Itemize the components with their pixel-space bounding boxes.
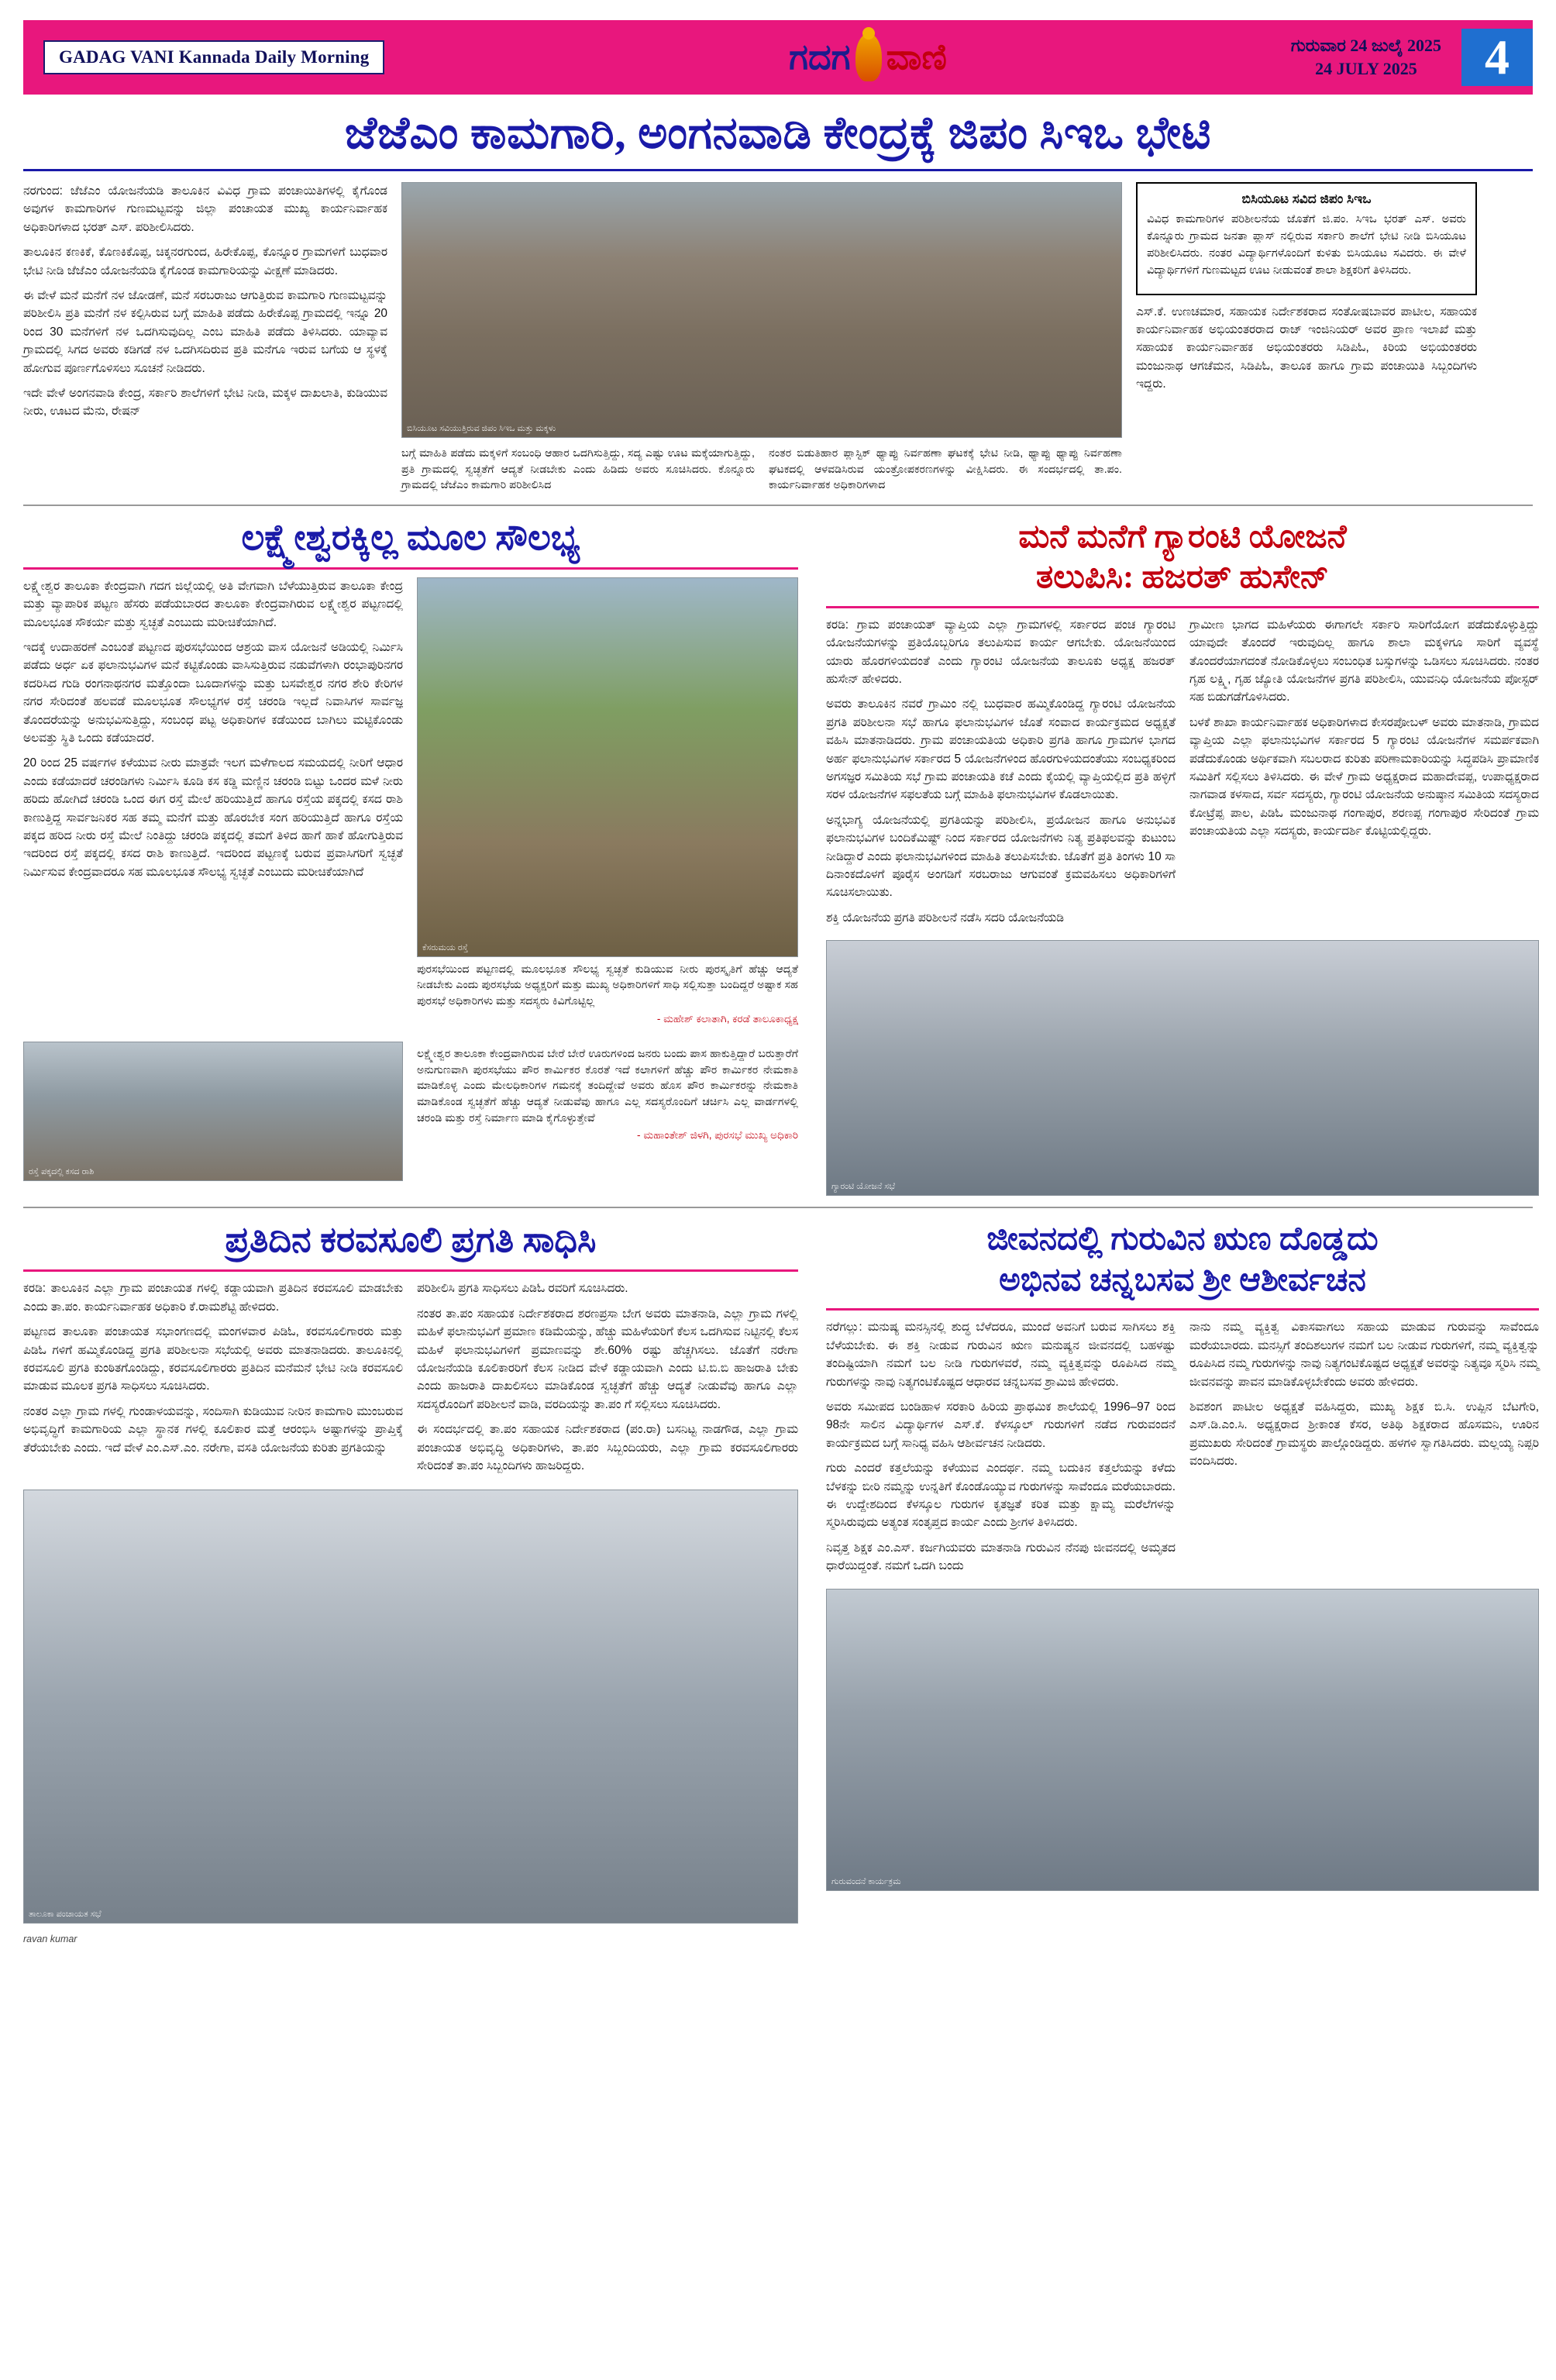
date-kannada: ಗುರುವಾರ 24 ಜುಲೈ 2025 — [1290, 36, 1441, 56]
lead-caption-b: ನಂತರ ಬಿಡುತಿಹಾರ ಪ್ಲಾಸ್ಟಿಕ್ ಥ್ಯಾಪ್ಪು ನಿರ್ವಹಣಾ ಘಟಕಕ್ಕೆ ಭೇಟಿ ನೀಡಿ, ಥ್ಯಾಪ್ಪು ಥ್ಯಾಪ್ಪು ನಿರ್ವಹಣಾ ಘಟಕದಲ್ಲಿ ಆಳವಡಿಸಿರುವ ಯಂತ್ರೋಪಕರಣಗಳನ್ನು ವೀಕ್ಷಿಸಿದರು. ಈ ಸಂದರ್ಭದಲ್ಲಿ ತಾ.ಪಂ. ಕಾರ್ಯನಿರ್ವಾಹಕ ಅಧಿಕಾರಿಗಳಾದ — [769, 447, 1122, 492]
lead-photo-label: ಬಿಸಿಯೂಟ ಸವಿಯುತ್ತಿರುವ ಜಿಪಂ ಸಿಇಒ ಮತ್ತು ಮಕ್ಕಳು — [407, 424, 556, 433]
story4-rule — [23, 1269, 798, 1272]
story4-headline: ಪ್ರತಿದಿನ ಕರವಸೂಲಿ ಪ್ರಗತಿ ಸಾಧಿಸಿ — [225, 1220, 597, 1260]
section-divider-2 — [23, 1207, 1533, 1208]
story3-rule — [826, 606, 1539, 608]
story5-rule — [826, 1308, 1539, 1311]
tp-meeting-photo-label: ತಾಲೂಕಾ ಪಂಚಾಯತ ಸಭೆ — [29, 1910, 102, 1920]
story5-c1-para-4: ನಿವೃತ್ತ ಶಿಕ್ಷಕ ಎಂ.ಎಸ್. ಕರ್ಜಗಿಯವರು ಮಾತನಾಡಿ ಗುರುವಿನ ನೆನಪು ಜೀವನದಲ್ಲಿ ಅಮೃತದ ಧಾರೆಯಿದ್ದಂತೆ. ನಮಗೆ ಒದಗಿ ಬಂದು — [826, 1541, 1176, 1573]
story3-l-para-1: ಕರಡಿ: ಗ್ರಾಮ ಪಂಚಾಯತ್ ವ್ಯಾಪ್ತಿಯ ಎಲ್ಲಾ ಗ್ರಾಮಗಳಲ್ಲಿ ಸರ್ಕಾರದ ಪಂಚ ಗ್ಯಾರಂಟಿ ಯೋಜನೆಯಗಳನ್ನು ಪ್ರತಿಯೊಬ್ಬರಿಗೂ ತಲುಪಿಸುವ ಕಾರ್ಯ ಆಗಬೇಕು. ಯೋಜನೆಯಿಂದ ಯಾರು ಹೊರಗಳಿಯದಂತೆ ಎಂದು ಗ್ಯಾರಂಟಿ ಯೋಜನೆಯ ತಾಲೂಕು ಅಧ್ಯಕ್ಷ ಹಜರತ್ ಹುಸೇನ್ ಹೇಳಿದರು. — [826, 618, 1176, 686]
section-divider-1 — [23, 505, 1533, 506]
story2-photo-col — [417, 577, 798, 1035]
sidebox-title: ಬಿಸಿಯೂಟ ಸವಿದ ಜಿಪಂ ಸಿಇಒ — [1241, 191, 1372, 206]
story2-photo-caption: ಪುರಸಭೆಯಿಂದ ಪಟ್ಟಣದಲ್ಲಿ ಮೂಲಭೂತ ಸೌಲಭ್ಯ ಸ್ವಚ್ಛತೆ ಕುಡಿಯುವ ನೀರು ಪುರಸ್ಕೃತಿಗೆ ಹೆಚ್ಚು ಆದ್ಯತೆ ನೀಡಬೇಕು ಎಂದು ಪುರಸಭೆಯ ಅಧ್ಯಕ್ಷರಿಗೆ ಮತ್ತು ಮುಖ್ಯ ಅಧಿಕಾರಿಗಳಿಗೆ ಸಾಧಿ ಸಲ್ಲಿಸುತ್ತಾ ಬಂದಿದ್ದರೆ ಅಷ್ಟಾಕ ಸಹ ಪುರಸಭೆ ಅಧಿಕಾರಿಗಳು ಮತ್ತು ಸದಸ್ಯರು ಕಿವಿಗೊಟ್ಟಿಲ್ಲ — [417, 963, 798, 1007]
story5 — [826, 1219, 1539, 1954]
lead-col-3 — [1136, 182, 1477, 494]
story4 — [23, 1219, 798, 1954]
story4-c1-para-3: ನಂತರ ಎಲ್ಲಾ ಗ್ರಾಮ ಗಳಲ್ಲಿ ಗುಂಡಾಳಯವನ್ನು, ಸಂದಿಸಾಗಿ ಕುಡಿಯುವ ನೀರಿನ ಕಾಮಗಾರಿ ಮುಂಬರುವ ಅಭಿವೃದ್ಧಿಗೆ ಕಾಮಗಾರಿಯ ಎಲ್ಲಾ ಸ್ಥಾನಕ ಗಳಲ್ಲಿ ಕೂಲಿಕಾರ ಮತ್ತೆ ಆರಂಭಿಸಿ ಅಷ್ಟಾಗಳನ್ನು ಪ್ರಾಪ್ತಿಕ್ಕೆ ತೆರೆಯಬೇಕು ಎಂದು. ಇದೆ ವೇಳೆ ಎಂ.ಎಸ್.ಎಂ. ನರೇಗಾ, ವಸತಿ ಯೋಜನೆಯ ಕುರಿತು ಪ್ರಗತಿಯನ್ನು — [23, 1404, 403, 1455]
lead-col3-para: ಎಸ್.ಕೆ. ಉಣಚಮಾರ, ಸಹಾಯಕ ನಿರ್ದೇಶಕರಾದ ಸಂತೋಷಬಾವರ ಪಾಟೀಲ, ಸಹಾಯಕ ಕಾರ್ಯನಿರ್ವಾಹಕ ಅಭಿಯಂತರರಾದ ರಾಜ್ ಇಂಜಿನಿಯರ್ ಅವರ ಪ್ರಾಣ ಇಲಾಖೆ ಮತ್ತು ಸಹಾಯಕ ಕಾರ್ಯನಿರ್ವಾಹಕ ಅಭಿಯಂತರರು ಸಿಡಿಪಿಓ, ಕಿರಿಯ ಅಭಿಯಂತರರು ಮಂಜುನಾಥ ಆಗಚೆಮನ, ಸಿಡಿಪಿಓ, ತಾಲೂಕ ಹಾಗೂ ಗ್ರಾಮ ಪಂಚಾಯಿತಿ ಸಿಬ್ಬಂದಿಗಳು ಇದ್ದರು. — [1136, 305, 1477, 391]
story3-l-para-2: ಅವರು ತಾಲೂಕಿನ ನವರೆ ಗ್ರಾಮಿಂ ನಲ್ಲಿ ಬುಧವಾರ ಹಮ್ಮಿಕೊಂಡಿದ್ದ ಗ್ಯಾರಂಟಿ ಯೋಜನೆಯ ಪ್ರಗತಿ ಪರಿಶೀಲನಾ ಸಭೆ ಹಾಗೂ ಫಲಾನುಭವಿಗಳ ಜೊತೆ ಸಂವಾದ ಕಾರ್ಯಕ್ರಮದ ಅಧ್ಯಕ್ಷತೆ ವಹಿಸಿ ಮಾತನಾಡಿದರು. ಗ್ರಾಮ ಪಂಚಾಯತಿಯ ಅಧಿಕಾರಿ ಪ್ರಗತಿ ಹಾಗೂ ಗ್ರಾಮಗಳ ಭಾಗದ ಅರ್ಹ ಫಲಾನುಭವಿಗಳ ಸರ್ಕಾರದ 5 ಯೋಜನೆಗಳಿಂದ ಹೊರಗುಳಿಯದಂತೆಯು ಸಂಬಧ್ಯಕರಿಂದ ಅಗಸಜ್ಞರ ಸಮಿತಿಯ ಸಭೆ ಗ್ರಾಮ ಪಂಚಾಯತಿ ಕಚೆ ಎಂದು ಕೈಯಲ್ಲಿ ವ್ಯಾಪ್ತಿಯಲ್ಲಿದ ಪ್ರತಿ ಹಳ್ಳಿಗೆ ಸರಳ ಯೋಜನೆಗಳ ಸಫಲತೆಯ ಬಗ್ಗೆ ಮಾಹಿತಿ ಫಲಾನುಭವಿಗಳ ಕೊಡಲಾಯಿತು. — [826, 697, 1176, 802]
logo-text-vani: ವಾಣಿ — [886, 37, 947, 77]
guru-event-photo — [826, 1589, 1539, 1891]
sidebox-hot-meal — [1136, 182, 1477, 295]
logo-text-gadag: ಗದಗ — [789, 37, 851, 77]
masthead-left — [23, 20, 705, 95]
story5-headline-line2: ಅಭಿನವ ಚನ್ನಬಸವ ಶ್ರೀ ಆಶೀರ್ವಚನ — [999, 1262, 1366, 1298]
lead-headline: ಜೆಜೆಎಂ ಕಾಮಗಾರಿ, ಅಂಗನವಾಡಿ ಕೇಂದ್ರಕ್ಕೆ ಜಿಪಂ ಸಿಇಒ ಭೇಟಿ — [344, 108, 1212, 158]
story4-c2-para-2: ನಂತರ ತಾ.ಪಂ ಸಹಾಯಕ ನಿರ್ದೇಶಕರಾದ ಶರಣಪ್ರಸಾ ಬೇಗ ಅವರು ಮಾತನಾಡಿ, ಎಲ್ಲಾ ಗ್ರಾಮ ಗಳಲ್ಲಿ ಮಹಿಳೆ ಫಲಾನುಭವಿಗೆ ಪ್ರಮಾಣ ಕಡಿಮೆಯನ್ನು, ಹೆಚ್ಚು ಮಹಿಳೆಯರಿಗೆ ಕೆಲಸ ಒದಗಿಸುವ ನಿಟ್ಟಿನಲ್ಲಿ ಕೆಲಸ ಮಹಿಳೆ ಫಲಾನುಭವಿಗಳಿಗೆ ಪ್ರಮಾಣವನ್ನು ಶೇ.60% ರಷ್ಟು ಹೆಚ್ಚಗಿಸಲು. ಜೊತೆಗೆ ನರೇಗಾ ಯೋಜನೆಯಡಿ ಕೂಲಿಕಾರರಿಗೆ ಕೆಲಸ ನೀಡಿದ ವೇಳೆ ಕಡ್ಡಾಯವಾಗಿ ಎಂದು ಟಿ.ಬಿ.ಬಿ ಹಾಜರಾತಿ ಬೇಕು ಎಂದು ಹಾಜರಾತಿ ದಾಖಲಿಸಲು ಮಾಡಿಕೊಂಡ ಸ್ವಚ್ಛತೆಗೆ ಹೆಚ್ಚು ಆದ್ಯತೆ ನೀಡುವೆವು ಹಾಗೂ ಎಲ್ಲಾ ಸದಸ್ಯರೊಂದಿಗೆ ಪರಿಶೀಲನೆ ವಾಡಿ, ವರದಿಯನ್ನು ತಾ.ಪಂ ಗೆ ಸಲ್ಲಿಸಲು ಸೂಚಿಸಿದರು. — [417, 1307, 798, 1411]
logo-figure-icon — [855, 33, 882, 81]
story2-rule — [23, 567, 798, 570]
english-title: GADAG VANI Kannada Daily Morning — [43, 40, 384, 74]
story2-para-2: ಇದಕ್ಕೆ ಉದಾಹರಣೆ ಎಂಬಂತೆ ಪಟ್ಟಣದ ಪುರಸಭೆಯಿಂದ ಆಶ್ರಯ ವಾಸ ಯೋಜನೆ ಅಡಿಯಲ್ಲಿ ನಿರ್ಮಿಸಿ ಪಡೆದು ಅರ್ಧ ಏಕ ಫಲಾನುಭವಿಗಳ ಮನೆ ಕಟ್ಟಿಕೊಂಡು ವಾಸಿಸುತ್ತಿರುವ ನಡುವೆಗಳಾಗಿ ರಂಭಾಪುರಿನಗರ ಕದರಿಸಿದ ಗುಡಿ ರಂಗನಾಥನಗರ ಮತ್ತೊಂದಾ ಬೂದಾಗಳನ್ನು ಮತ್ತು ಬಸವೇಶ್ವರ ನಗರ ಶೇರಿ ಕೇರಿಗಳ ನಗರ ಸೇರಿದಂತೆ ಹಲವಡೆ ಮೂಲಭೂತ ಸೌಲಭ್ಯಗಳ ರಸ್ತೆ ಚರಂಡಿ ಇಲ್ಲದೆ ನಿವಾಸಿಗಳ ಸಾರ್ವಜ್ಞ ತೊಂದರೆಯನ್ನು ಅನುಭವಿಸುತ್ತಿದ್ದು, ಸಂಬಂಧ ಪಟ್ಟ ಅಧಿಕಾರಿಗಳ ಕಡೆಯಿಂದ ಬಾಗಿಲು ಮಟ್ಟಿಕೊಂಡು ಅಲವತ್ತು ಸ್ಥಿತಿ ಒಂದು ಕಡೆಯಾದರೆ. — [23, 641, 403, 746]
story3-l-para-3: ಅನ್ನಭಾಗ್ಯ ಯೋಜನೆಯಲ್ಲಿ ಪ್ರಗತಿಯನ್ನು ಪರಿಶೀಲಿಸಿ, ಪ್ರಯೋಜನ ಹಾಗೂ ಅನುಭವಿಕ ಫಲಾನುಭವಿಗಳ ಬಂದಿಕೆಮಿಷ್ಟ್ ನಿಂದ ಸರ್ಕಾರದ ಯೋಜನೆಗಳು ನಿತ್ಯ ಪ್ರತಿಫಲವನ್ನು ಕುಟುಂಬ ನೀಡಿದ್ದಾರೆ ಎಂದು ಫಲಾನುಭವಿಗಳಿಂದ ಮಾಹಿತಿ ತಲುಪಿಸಬೇಕು. ಜೊತೆಗೆ ಪ್ರತಿ ತಿಂಗಳು 10 ಸಾ ದಿನಾಂಕದೊಳಗೆ ಪೂರೈಸ ಅಂಗಡಿಗೆ ಸರಬರಾಜು ಆಗುವಂತೆ ಕ್ರಮವಹಿಸಲು ಅಧಿಕಾರಿಗಳಿಗೆ ಸೂಚಿಸಲಾಯಿತು. — [826, 813, 1176, 900]
story2-quote-credit: - ಮಹಾಂತೇಶ್ ಜಿಳಗಿ, ಪುರಸಭೆ ಮುಖ್ಯ ಅಧಿಕಾರಿ — [637, 1129, 798, 1142]
story2-text-col — [23, 577, 403, 1035]
guru-event-photo-label: ಗುರುವಂದನೆ ಕಾರ್ಯಕ್ರಮ — [831, 1876, 901, 1886]
lead-col-1 — [23, 182, 387, 494]
story5-col-2 — [1189, 1318, 1539, 1582]
story5-col-1 — [826, 1318, 1176, 1582]
story3-headline-line2: ತಲುಪಿಸಿ: ಹಜರತ್ ಹುಸೇನ್ — [1036, 560, 1329, 596]
lead-para-1: ನರಗುಂದ: ಜೆಜೆಎಂ ಯೋಜನೆಯಡಿ ತಾಲೂಕಿನ ವಿವಿಧ ಗ್ರಾಮ ಪಂಚಾಯಿತಿಗಳಲ್ಲಿ ಕೈಗೊಂಡ ಅವುಗಳ ಕಾಮಗಾರಿಗಳ ಗುಣಮಟ್ಟವನ್ನು ಜಿಲ್ಲಾ ಪಂಚಾಯತ ಮುಖ್ಯ ಕಾರ್ಯನಿರ್ವಾಹಕ ಅಧಿಕಾರಿಗಳಾದ ಭರತ್ ಎಸ್. ಪರಿಶೀಲಿಸಿದರು. — [23, 184, 387, 234]
story4-c2-para-3: ಈ ಸಂದರ್ಭದಲ್ಲಿ ತಾ.ಪಂ ಸಹಾಯಕ ನಿರ್ದೇಶಕರಾದ (ಪಂ.ರಾ) ಬಸನಿಟ್ಟ ನಾಡಗೌಡ, ಎಲ್ಲಾ ಗ್ರಾಮ ಪಂಚಾಯತ ಅಭಿವೃದ್ಧಿ ಅಧಿಕಾರಿಗಳು, ತಾ.ಪಂ ಸಿಬ್ಬಂದಿಯರು, ಎಲ್ಲಾ ಗ್ರಾಮ ಕರವಸೂಲಿಗಾರರು ಸೇರಿದಂತೆ ತಾ.ಪಂ ಸಿಬ್ಬಂದಿಗಳು ಹಾಜರಿದ್ದರು. — [417, 1423, 798, 1472]
guarantee-meeting-photo — [826, 940, 1539, 1196]
mud-road-photo-label: ಕೆಸರುಮಯ ರಸ್ತೆ — [422, 942, 468, 952]
lead-caption-a: ಬಗ್ಗೆ ಮಾಹಿತಿ ಪಡೆದು ಮಕ್ಕಳಿಗೆ ಸಂಬಂಧಿ ಆಹಾರ ಒದಗಿಸುತ್ತಿದ್ದು, ಸದ್ಯ ಎಷ್ಟು ಊಟ ಮಕ್ಕೆಯಾಗುತ್ತಿದ್ದು, ಪ್ರತಿ ಗ್ರಾಮದಲ್ಲಿ ಸ್ವಚ್ಛತೆಗೆ ಆದ್ಯತೆ ನೀಡಬೇಕು ಎಂದು ಹಿಡಿದು ಅವರು ಸೂಚಿಸಿದರು. ಕೊನ್ನೂರು ಗ್ರಾಮದಲ್ಲಿ ಜೆಜೆಎಂ ಕಾಮಗಾರಿ ಪರಿಶೀಲಿಸಿದ — [401, 447, 755, 492]
story3-r-para-1: ಗ್ರಾಮೀಣ ಭಾಗದ ಮಹಿಳೆಯರು ಈಗಾಗಲೇ ಸರ್ಕಾರಿ ಸಾರಿಗೆಯೋಗ ಪಡೆದುಕೊಳ್ಳುತ್ತಿದ್ದು ಯಾವುದೇ ತೊಂದರೆ ಇರುವುದಿಲ್ಲ ಹಾಗೂ ಶಾಲಾ ಮಕ್ಕಳಿಗೂ ಸಾರಿಗೆ ವ್ಯವಸ್ಥೆ ತೊಂದರೆಯಾಗದಂತೆ ನೋಡಿಕೊಳ್ಳಲು ಸಂಬಂಧಿತ ಬಸ್ಸುಗಳನ್ನು ಒಡಿಸಲು ಸೂಚಿಸಿದರು. ನಂತರ ಗೃಹ ಲಕ್ಷ್ಮಿ, ಗೃಹ ಜ್ಯೋತಿ ಯೋಜನೆಗಳ ಪ್ರಗತಿ ಪರಿಶೀಲಿಸಿ, ಯುವನಿಧಿ ಯೋಜನೆಯ ಪೋಸ್ಟರ್ ಸಹ ಬಿಡುಗಡೆಗೊಳಿಸಿದರು. — [1189, 618, 1539, 704]
story5-c1-para-1: ನರೆಗಲ್ಲು: ಮನುಷ್ಯ ಮನಸ್ಸಿನಲ್ಲಿ ಶುದ್ಧ ಬೆಳೆದರೂ, ಮುಂದೆ ಅವನಿಗೆ ಬರುವ ಸಾಗಿಸಲು ಶಕ್ತಿ ಬೆಳೆಯಬೇಕು. ಈ ಶಕ್ತಿ ನೀಡುವ ಗುರುವಿನ ಋಣ ಮನುಷ್ಯನ ಜೀವನದಲ್ಲಿ ಬಹಳಷ್ಟು ತಂದಿಷ್ಟಿಯಾಗಿ ನಮಗೆ ಬಲ ನೀಡಿ ಗುರುಗಳವರೆ, ನಮ್ಮ ವ್ಯಕ್ತಿತ್ವವನ್ನು ರೂಪಿಸಿದ ನಮ್ಮ ಗುರುಗಳನ್ನು ನಾವು ನಿತ್ಯಗಂಟಿಕೊಷ್ಟದ ಆಧಾರವ ಚನ್ನಬಸವ ಶ್ರಾಮಿಜಿ ಹೇಳಿದರು. — [826, 1321, 1176, 1389]
page-number: 4 — [1461, 29, 1533, 86]
date-english: 24 JULY 2025 — [1315, 59, 1417, 78]
photo-credit-photographer: ravan kumar — [23, 1933, 77, 1944]
masthead — [23, 20, 1533, 95]
masthead-logo — [705, 20, 1031, 95]
sidebox-para: ವಿವಿಧ ಕಾಮಗಾರಿಗಳ ಪರಿಶೀಲನೆಯ ಜೊತೆಗೆ ಜಿ.ಪಂ. ಸಿಇಒ ಭರತ್ ಎಸ್. ಅವರು ಕೊನ್ನೂರು ಗ್ರಾಮದ ಜನತಾ ಪ್ಲಾಸ್ ನಲ್ಲಿರುವ ಸರ್ಕಾರಿ ಶಾಲೆಗೆ ಭೇಟಿ ನೀಡಿ ಬಿಸಿಯೂಟ ಪರಿಶೀಲಿಸಿದರು. ನಂತರ ವಿದ್ಯಾರ್ಥಿಗಳೊಂದಿಗೆ ಕುಳಿತು ಬಿಸಿಯೂಟ ಸವಿದರು. ಈ ವೇಳೆ ವಿದ್ಯಾರ್ಥಿಗಳಿಗೆ ಗುಣಮಟ್ಟದ ಊಟ ನೀಡುವಂತೆ ಶಾಲಾ ಶಿಕ್ಷಕರಿಗೆ ತಿಳಿಸಿದರು. — [1147, 213, 1466, 277]
story2 — [23, 517, 798, 1197]
story3-col-left — [826, 616, 1176, 935]
story3-l-para-4: ಶಕ್ತಿ ಯೋಜನೆಯ ಪ್ರಗತಿ ಪರಿಶೀಲನೆ ನಡೆಸಿ ಸದರಿ ಯೋಜನೆಯಡಿ — [826, 911, 1064, 925]
story4-col-2 — [417, 1280, 798, 1482]
story4-c1-para-2: ಪಟ್ಟಣದ ತಾಲೂಕಾ ಪಂಚಾಯತ ಸಭಾಂಗಣದಲ್ಲಿ ಮಂಗಳವಾರ ಪಿಡಿಓ, ಕರವಸೂಲಿಗಾರರು ಮತ್ತು ಪಿಡಿಓ ಗಳಿಗೆ ಹಮ್ಮಿಕೊಂಡಿದ್ದ ಪ್ರಗತಿ ಪರಿಶೀಲನಾ ಸಭೆಯಲ್ಲಿ ಅವರು ಮಾತನಾಡಿದರು. ತಾಲೂಕಿನಲ್ಲಿ ಕರವಸೂಲಿ ಪ್ರಗತಿ ಕುಂಠಿತಗೊಂಡಿದ್ದು, ಕರವಸೂಲಿಗಾರರು ಪ್ರತಿದಿನ ಮನೆಮನೆ ಭೇಟಿ ನೀಡಿ ಕರವಸೂಲಿ ಮಾಡುವ ಮೂಲಕ ಪ್ರಗತಿ ಸಾಧಿಸಲು ಸೂಚಿಸಿದರು. — [23, 1325, 403, 1393]
story2-quote-col — [417, 1042, 798, 1181]
lead-story — [23, 182, 1533, 494]
lead-para-2: ತಾಲೂಕಿನ ಕಣಕಿಕೆ, ಕೊಣಕಿಕೊಪ್ಪ, ಚಿಕ್ಕನರಗುಂದ, ಹಿರೇಕೊಪ್ಪ, ಕೊನ್ನೂರ ಗ್ರಾಮಗಳಿಗೆ ಬುಧವಾರ ಭೇಟಿ ನೀಡಿ ಜೆಜೆಎಂ ಯೋಜನೆಯಡಿ ಕೈಗೊಂಡ ಕಾಮಗಾರಿಯನ್ನು ವೀಕ್ಷಣೆ ಮಾಡಿದರು. — [23, 246, 387, 277]
bottom-band — [23, 1219, 1539, 1954]
story4-col-1 — [23, 1280, 403, 1482]
story2-photo2-col — [23, 1042, 403, 1181]
headline-rule — [23, 169, 1533, 171]
story3-col-right — [1189, 616, 1539, 935]
story5-c2-para-2: ಶಿವಶಂಗ ಪಾಟೀಲ ಅಧ್ಯಕ್ಷತೆ ವಹಿಸಿದ್ದರು, ಮುಖ್ಯ ಶಿಕ್ಷಕ ಬಿ.ಸಿ. ಉಪ್ಪಿನ ಬೆಟಗೇರಿ, ಎಸ್.ಡಿ.ಎಂ.ಸಿ. ಅಧ್ಯಕ್ಷರಾದ ಶ್ರೀಕಾಂತ ಕೆಸರ, ಅತಿಥಿ ಶಿಕ್ಷಕರಾದ ಹೊಸಮನಿ, ಊರಿನ ಪ್ರಮುಖರು ಸೇರಿದಂತೆ ಗ್ರಾಮಸ್ಥರು ಪಾಲ್ಗೊಂಡಿದ್ದರು. ಹಳಗಳಿ ಸ್ವಾಗತಿಸಿದರು. ಮಲ್ಲಯ್ಯ ನಿಪ್ಪರಿ ವಂದಿಸಿದರು. — [1189, 1400, 1539, 1469]
masthead-right — [1031, 20, 1533, 95]
lead-para-4: ಇದೇ ವೇಳೆ ಅಂಗನವಾಡಿ ಕೇಂದ್ರ, ಸರ್ಕಾರಿ ಶಾಲೆಗಳಿಗೆ ಭೇಟಿ ನೀಡಿ, ಮಕ್ಕಳ ದಾಖಲಾತಿ, ಕುಡಿಯುವ ನೀರು, ಊಟದ ಮೆನು, ರೇಷನ್ — [23, 387, 387, 418]
story2-headline: ಲಕ್ಷ್ಮೇಶ್ವರಕ್ಕಿಲ್ಲ ಮೂಲ ಸೌಲಭ್ಯ — [241, 517, 580, 557]
story4-c2-para-1: ಪರಿಶೀಲಿಸಿ ಪ್ರಗತಿ ಸಾಧಿಸಲು ಪಿಡಿಓ ರವರಿಗೆ ಸೂಚಿಸಿದರು. — [417, 1282, 628, 1296]
story3-r-para-2: ಬಳಕೆ ಶಾಖಾ ಕಾರ್ಯನಿರ್ವಾಹಕ ಅಧಿಕಾರಿಗಳಾದ ಕೇಸರಪೋಬಳ್ ಅವರು ಮಾತನಾಡಿ, ಗ್ರಾಮದ ವ್ಯಾಪ್ತಿಯ ಎಲ್ಲಾ ಫಲಾನುಭವಿಗಳ ಸರ್ಕಾರದ 5 ಗ್ಯಾರಂಟಿ ಯೋಜನೆಗಳ ಸಮರ್ಪಕವಾಗಿ ಪಡೆದುಕೊಂಡು ಅರ್ಥಿಕವಾಗಿ ಸಬಲರಾದ ಕುರಿತು ಪರಿಣಾಮಕಾರಿಯನ್ನು ಸಿದ್ಧಪಡಿಸಿ ಪ್ರಾಮಾಣಿಕ ಸಮಿತಿಗೆ ಸಲ್ಲಿಸಲು ತಿಳಿಸಿದರು. ಈ ವೇಳೆ ಗ್ರಾಮ ಅಧ್ಯಕ್ಷರಾದ ಮಹಾದೇವಪ್ಪ, ಉಪಾಧ್ಯಕ್ಷರಾದ ನಾಗವಾಡ ಕಳಸಾದ, ಸರ್ವ ಸದಸ್ಯರು, ಗ್ಯಾರಂಟಿ ಯೋಜನೆಯ ಅನುಷ್ಠಾನ ಸಮಿತಿಯ ಸದಸ್ಯರಾದ ಕೋಟ್ರೆಪ್ಪ ಪಾಲ, ಪಿಡಿಓ ಮಂಜುನಾಥ ಗಂಗಾಪುರ, ಶರಣಪ್ಪ ಗಂಗಾಪುರ ಸೇರಿದಂತೆ ಗ್ರಾಮ ಪಂಚಾಯತಿಯ ಎಲ್ಲಾ ಸದಸ್ಯರು, ಕಾರ್ಯದರ್ಶಿ ಕೊಟ್ಟಿಯಲ್ಲಿದ್ದರು. — [1189, 715, 1539, 839]
story5-c2-para-1: ನಾನು ನಮ್ಮ ವ್ಯಕ್ತಿತ್ವ ವಿಕಾಸವಾಗಲು ಸಹಾಯ ಮಾಡುವ ಗುರುವನ್ನು ಸಾವೆಂದೂ ಮರೆಯಬಾರದು. ಮನಸ್ಸಿಗೆ ತಂದಿಶಲುಗಳ ನಮಗೆ ಬಲ ನೀಡುವ ಗುರುಗಳಿಗೆ, ನಮ್ಮ ವ್ಯಕ್ತಿತ್ವನ್ನು ರೂಪಿಸಿದ ನಮ್ಮ ಗುರುಗಳನ್ನು ನಾವು ನಿತ್ಯಗಂಟಿಕೊಷ್ಟದ ಅಧ್ಯಕ್ಷತೆ ಅವರನ್ನು ನಿತ್ಯವೂ ಸ್ಮರಿಸಿ ನಮ್ಮ ಜೀವನವನ್ನು ಪಾವನ ಮಾಡಿಕೊಳ್ಳಬೇಕೆಂದು ಅವರು ಹೇಳಿದರು. — [1189, 1321, 1539, 1389]
story5-headline-line1: ಜೀವನದಲ್ಲಿ ಗುರುವಿನ ಋಣ ದೊಡ್ಡದು — [986, 1221, 1379, 1258]
garbage-photo — [23, 1042, 403, 1181]
lead-photo — [401, 182, 1122, 438]
story2-para-3: 20 ರಿಂದ 25 ವರ್ಷಗಳ ಕಳೆಯುವ ನೀರು ಮಾತ್ರವೇ ಇಲಗ ಮಳೆಗಾಲದ ಸಮಯದಲ್ಲಿ ನೀರಿಗೆ ಆಧಾರ ಎಂದು ಕಡೆಯಾದರೆ ಚರಂಡಿಗಳು ನಿರ್ಮಿಸಿ ಕೂಡಿ ಕಸ ಕಡ್ಡಿ ಮಣ್ಣಿನ ಚರಂಡಿ ಬಿಟ್ಟು ಒಂದರ ಮಳೆ ನೀರು ಹರಿದು ಹೋಗಿದೆ ಚರಂಡಿ ಒಂದ ಈಗ ರಸ್ತೆ ಮೇಲೆ ಹರಿಯುತ್ತಿದೆ ಹಾಗೂ ರಸ್ತೆಯ ಪಕ್ಕದಲ್ಲಿ ಕಸದ ರಾಶಿ ಕಾಣುತ್ತಿದ್ದ ಸಾರ್ವಜನಿಕರ ಸಹ ತಮ್ಮ ಮನೆಗೆ ಮತ್ತು ಹೊರಬೇಕ ಸಂಗ ಹರಿಯುತ್ತಿದೆ ಹಾಗೂ ರಸ್ತೆಯ ಪಕ್ಕದ ಹರಿದ ನೀರು ರಸ್ತೆ ಮೇಲೆ ನಿಂತಿದ್ದು ಚರಂಡಿ ಪಕ್ಕದಲ್ಲಿ ತಮಗೆ ತಿಳಿದ ಹಾಗೆ ಹಾಕೆ ಹೋಗುತ್ತಿರುವ ಇದರಿಂದ ರಸ್ತೆ ಪಕ್ಕದಲ್ಲಿ ಕಸದ ರಾಶಿ ಕಾಣುತ್ತಿದೆ. ಇದರಿಂದ ಪಟ್ಟಣಕ್ಕೆ ಬರುವ ಪ್ರವಾಸಿಗರಿಗೆ ಸ್ವಚ್ಛತೆ ನಿರ್ಮಿಸುವ ಕೇಂದ್ರವಾದರೂ ಸಹ ಮೂಲಭೂತ ಸೌಲಭ್ಯ ಸ್ವಚ್ಛತೆ ಎಂಬುದು ಮರೀಚಿಕೆಯಾಗಿದೆ — [23, 756, 403, 879]
tp-meeting-photo — [23, 1490, 798, 1924]
story2-quote: ಲಕ್ಷ್ಮೇಶ್ವರ ತಾಲೂಕಾ ಕೇಂದ್ರವಾಗಿರುವ ಬೇರೆ ಬೇರೆ ಊರುಗಳಿಂದ ಜನರು ಬಂದು ಪಾಸ ಹಾಕುತ್ತಿದ್ದಾರೆ ಬರುತ್ತಾರೆಗೆ ಅನುಗುಣವಾಗಿ ಪುರಸಭೆಯು ಪೌರ ಕಾರ್ಮಿಕರ ಕೊರತೆ ಇದೆ ಕಲಾಗಳಿಗೆ ಹೆಚ್ಚು ಪೌರ ಕಾರ್ಮಿಕರ ನೇಮಕಾತಿ ಮಾಡಿಕೊಳ್ಳ ಎಂದು ಮೇಲಧಿಕಾರಿಗಳ ಗಮನಕ್ಕೆ ತಂದಿದ್ದೇವೆ ಅವರು ಹೊಸ ಪೌರ ಕಾರ್ಮಿಕರನ್ನು ನೇಮಕಾತಿ ಮಾಡಿಕೊಂಡ ಸ್ವಚ್ಛತೆಗೆ ಹೆಚ್ಚು ಆದ್ಯತೆ ನೀಡುವೆವು ಹಾಗೂ ಎಲ್ಲ ಸದಸ್ಯರೊಂದಿಗೆ ಚರ್ಚಿಸಿ ಎಲ್ಲ ವಾರ್ಡಗಳಲ್ಲಿ ಚರಂಡಿ ಮತ್ತು ರಸ್ತೆ ನಿರ್ಮಾಣ ಮಾಡಿ ಕೈಗೊಳ್ಳುತ್ತೇವೆ — [417, 1048, 798, 1125]
lead-para-3: ಈ ವೇಳೆ ಮನೆ ಮನೆಗೆ ನಳ ಜೋಡಣೆ, ಮನೆ ಸರಬರಾಜು ಆಗುತ್ತಿರುವ ಕಾಮಗಾರಿ ಗುಣಮಟ್ಟವನ್ನು ಪರಿಶೀಲಿಸಿ ಪ್ರತಿ ಮನೆಗೆ ನಳ ಕಲ್ಪಿಸಿರುವ ಬಗ್ಗೆ ಮಾಹಿತಿ ಪಡೆದು ಹಿರೇಕೊಪ್ಪ ಗ್ರಾಮದಲ್ಲಿ ಇನ್ನೂ 20 ರಿಂದ 30 ಮನೆಗಳಿಗೆ ನಳ ಒದಗಿಸುವುದಿಲ್ಲ ಎಂಬ ಮಾಹಿತಿ ಪಡೆದು ತಿಳಿಸಿದರು. ಯಾವ್ಯಾವ ಗ್ರಾಮದಲ್ಲಿ ಸಿಗದ ಅವರು ಕಡಿಗಡೆ ನಳ ಒದಗಿಸದಿರುವ ಪ್ರತಿ ಮನೆಗೂ ಇರುವ ಬಗೆಯ ಆ ಸ್ಥಳಕ್ಕೆ ಹೋಗುವ ಪೂರ್ಣಗೊಳಿಸಲು ಸೂಚನೆ ನೀಡಿದರು. — [23, 289, 387, 375]
lead-col-2 — [401, 182, 1122, 494]
guarantee-meeting-photo-label: ಗ್ಯಾರಂಟಿ ಯೋಜನೆ ಸಭೆ — [831, 1182, 896, 1192]
story3-headline-line1: ಮನೆ ಮನೆಗೆ ಗ್ಯಾರಂಟಿ ಯೋಜನೆ — [1018, 518, 1347, 555]
story5-c1-para-3: ಗುರು ಎಂದರೆ ಕತ್ತಲೆಯನ್ನು ಕಳೆಯುವ ಎಂದರ್ಥ. ನಮ್ಮ ಬದುಕಿನ ಕತ್ತಲೆಯನ್ನು ಕಳೆದು ಬೆಳಕನ್ನು ಬೀರಿ ನಮ್ಮನ್ನು ಉನ್ನತಿಗೆ ಕೊಂಡೊಯ್ಯುವ ಗುರುಗಳನ್ನು ಸಾವೆಂದೂ ಮರೆಯಬಾರದು. ಈ ಉದ್ದೇಶದಿಂದ ಕೆಳಸ್ಕೂಲ ಗುರುಗಳ ಕೃತಜ್ಞತೆ ಕರಿತ ಮತ್ತು ಕ್ಷಾಮ್ಯ ಮರೆಲೆಗಳನ್ನು ಸ್ಮರಿಸಿರುವುದು ಅತ್ಯಂತ ಸಂತೃಪ್ತದ ಕಾರ್ಯ ಎಂದು ಶ್ರೀಗಳ ತಿಳಿಸಿದರು. — [826, 1462, 1176, 1530]
garbage-photo-label: ರಸ್ತೆ ಪಕ್ಕದಲ್ಲಿ ಕಸದ ರಾಶಿ — [29, 1167, 95, 1177]
story3 — [826, 517, 1539, 1197]
middle-band — [23, 517, 1539, 1197]
story5-c1-para-2: ಅವರು ಸಮೀಪದ ಬಂಡಿಹಾಳ ಸರಕಾರಿ ಹಿರಿಯ ಪ್ರಾಥಮಿಕ ಶಾಲೆಯಲ್ಲಿ 1996–97 ರಿಂದ 98ನೇ ಸಾಲಿನ ವಿದ್ಯಾರ್ಥಿಗಳ ಎಸ್.ಕೆ. ಕೆಳಸ್ಕೂಲ್ ಗುರುಗಳಿಗೆ ನಡೆದ ಗುರುವಂದನೆ ಕಾರ್ಯಕ್ರಮದ ಬಗ್ಗೆ ಸಾನಿಧ್ಯ ವಹಿಸಿ ಆಶೀರ್ವಚನ ನೀಡಿದರು. — [826, 1400, 1176, 1450]
story2-photo-credit: - ಮಹೇಶ್ ಕಲಾತಾಗಿ, ಕರಡೆ ತಾಲೂಕಾಧ್ಯಕ್ಷ — [656, 1012, 798, 1025]
story4-c1-para-1: ಕರಡಿ: ತಾಲೂಕಿನ ಎಲ್ಲಾ ಗ್ರಾಮ ಪಂಚಾಯತ ಗಳಲ್ಲಿ ಕಡ್ಡಾಯವಾಗಿ ಪ್ರತಿದಿನ ಕರವಸೂಲಿ ಮಾಡಬೇಕು ಎಂದು ತಾ.ಪಂ. ಕಾರ್ಯನಿರ್ವಾಹಕ ಅಧಿಕಾರಿ ಕೆ.ರಾಮಶೆಟ್ಟಿ ಹೇಳಿದರು. — [23, 1282, 403, 1314]
mud-road-photo — [417, 577, 798, 957]
story2-para-1: ಲಕ್ಷ್ಮೇಶ್ವರ ತಾಲೂಕಾ ಕೇಂದ್ರವಾಗಿ ಗದಗ ಜಿಲ್ಲೆಯಲ್ಲಿ ಅತಿ ವೇಗವಾಗಿ ಬೆಳೆಯುತ್ತಿರುವ ತಾಲೂಕಾ ಕೇಂದ್ರ ಮತ್ತು ವ್ಯಾಪಾರಿಕ ಪಟ್ಟಣ ಹೆಸರು ಪಡೆಯಬಾರದ ತಾಲೂಕಾ ಕೇಂದ್ರವಾಗಿರುವ ಲಕ್ಷ್ಮೇಶ್ವರ ಪಟ್ಟಣದಲ್ಲಿ ಮೂಲಭೂತ ಸೌಕರ್ಯ ಮತ್ತು ಸ್ವಚ್ಛತೆ ಎಂಬುದು ಮರೀಚಿಕೆಯಾಗಿದೆ. — [23, 579, 403, 629]
